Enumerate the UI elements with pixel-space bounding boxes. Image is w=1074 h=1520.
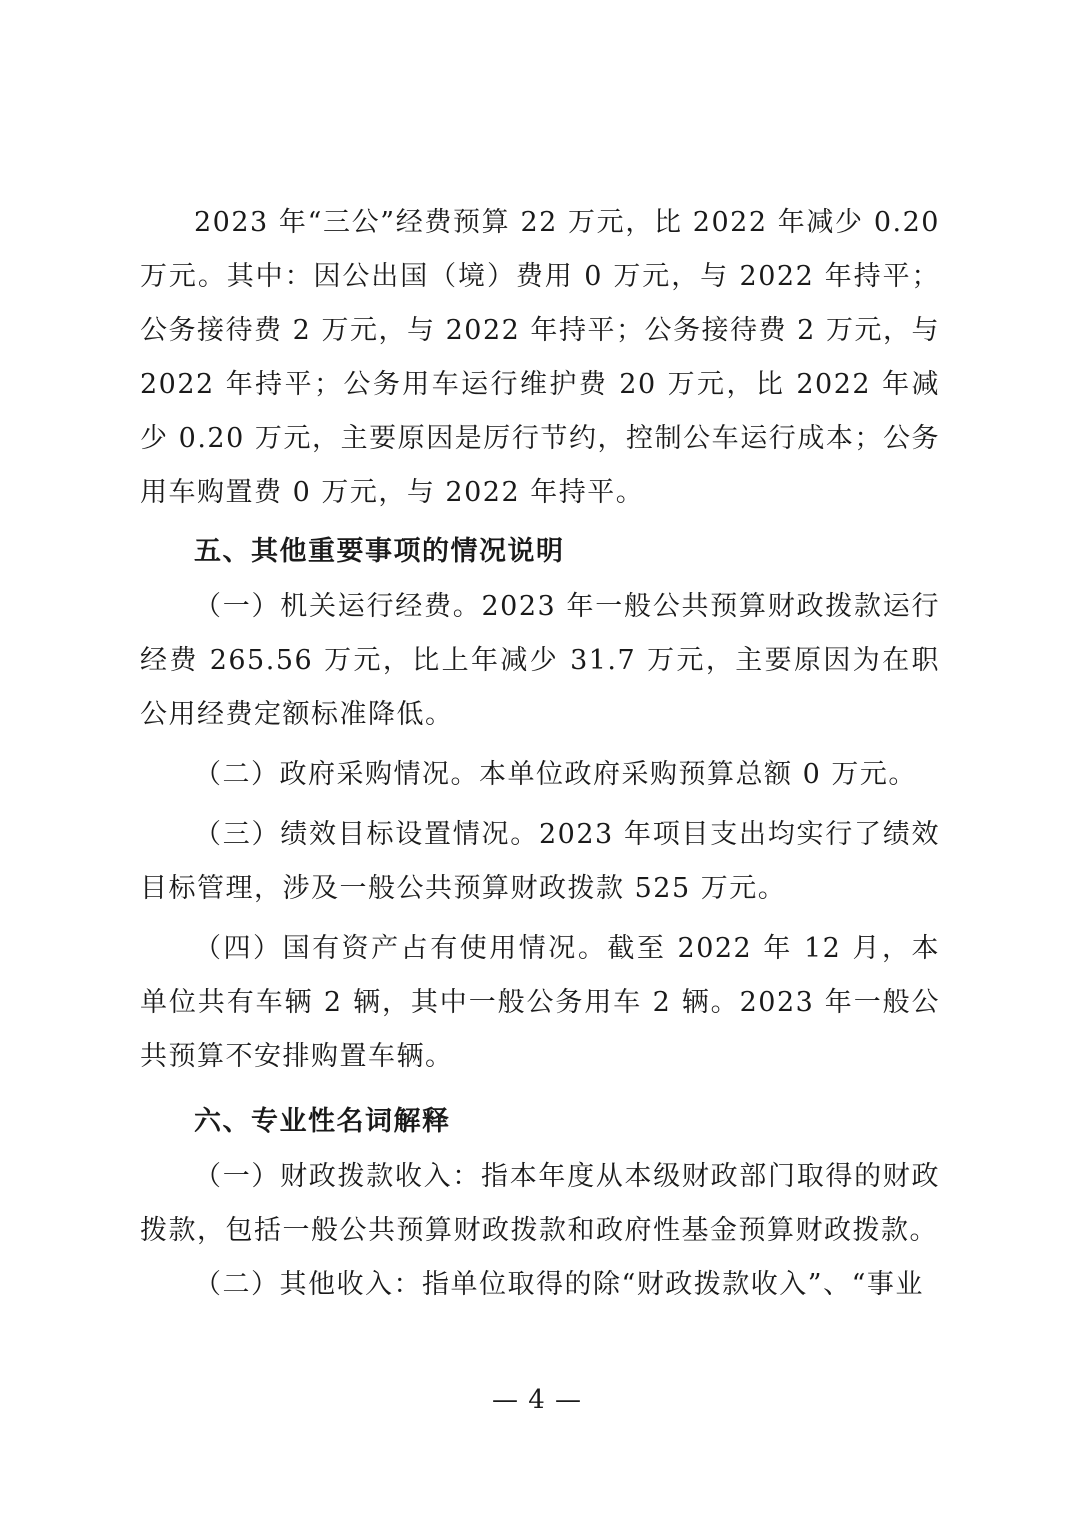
section-heading-other-matters: 五、其他重要事项的情况说明 [194,536,565,567]
paragraph-fiscal-appropriation-income: （一）财政拨款收入：指本年度从本级财政部门取得的财政拨款，包括一般公共预算财政拨款和政府性基金预算财政拨款。 [140,1161,940,1246]
document-body [140,196,940,1312]
paragraph-other-income: （二）其他收入：指单位取得的除“财政拨款收入”、“事业 [194,1269,924,1300]
paragraph-three-public-expenses: 2023 年“三公”经费预算 22 万元，比 2022 年减少 0.20 万元。其中：因公出国（境）费用 0 万元，与 2022 年持平；公务接待费 2 万元，与 2022 年持平；公务接待费 2 万元，与 2022 年持平；公务用车运行维护费 20 万元，比 2022 年减少 0.20 万元，主要原因是厉行节约，控制公车运行成本；公务用车购置费 0 万元，与 2022 年持平。 [140,207,940,508]
paragraph-government-procurement: （二）政府采购情况。本单位政府采购预算总额 0 万元。 [194,759,917,790]
paragraph-state-assets: （四）国有资产占有使用情况。截至 2022 年 12 月，本单位共有车辆 2 辆，其中一般公务用车 2 辆。2023 年一般公共预算不安排购置车辆。 [140,933,940,1072]
paragraph-operating-expenses: （一）机关运行经费。2023 年一般公共预算财政拨款运行经费 265.56 万元，比上年减少 31.7 万元，主要原因为在职公用经费定额标准降低。 [140,591,940,730]
page-number: — 4 — [491,1385,583,1415]
paragraph-performance-targets: （三）绩效目标设置情况。2023 年项目支出均实行了绩效目标管理，涉及一般公共预算财政拨款 525 万元。 [140,819,940,904]
section-heading-terminology: 六、专业性名词解释 [194,1106,451,1137]
